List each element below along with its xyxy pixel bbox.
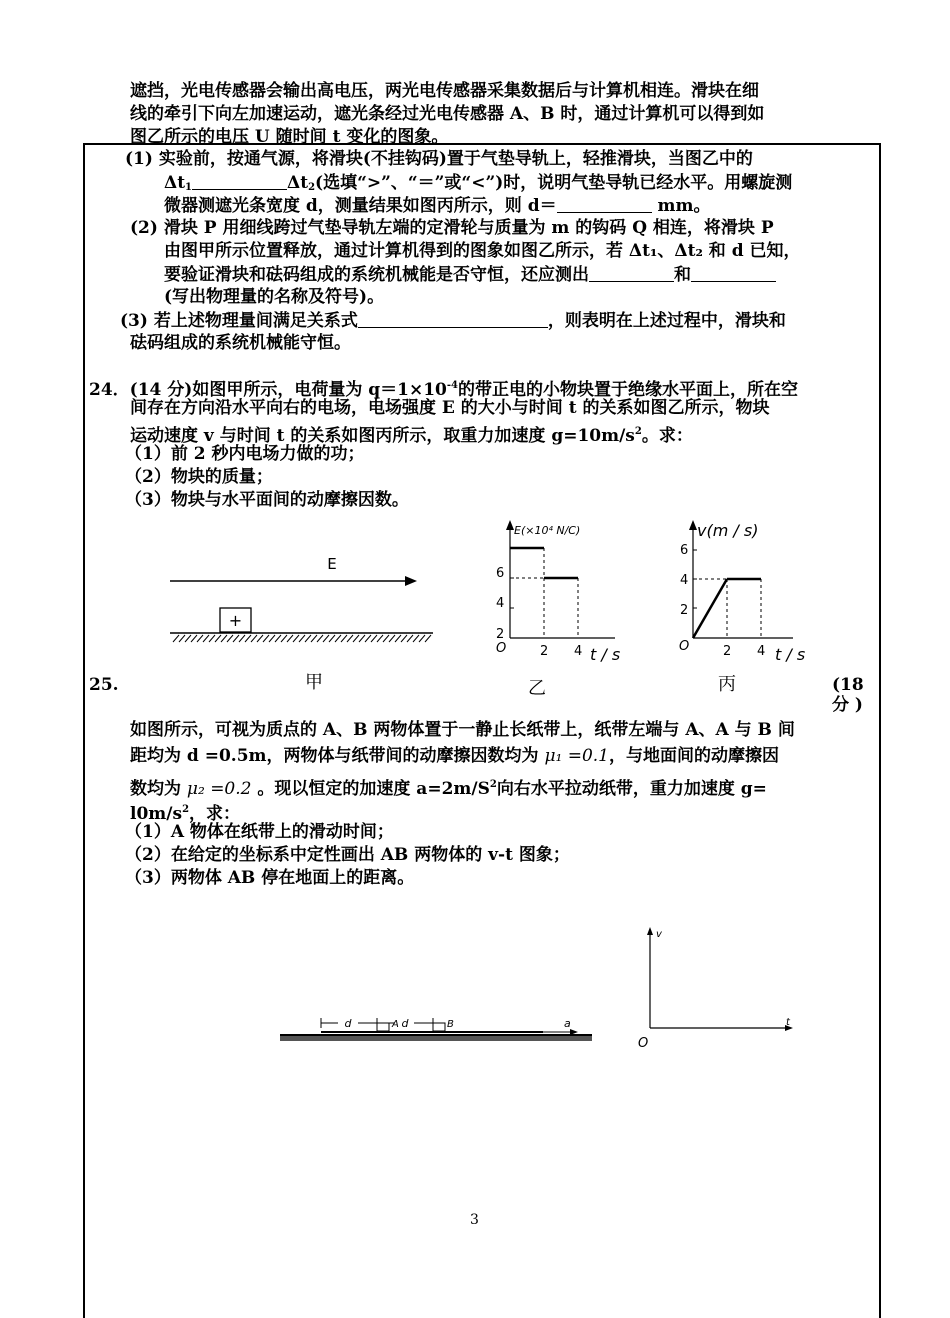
q23-p2-line3: 要验证滑块和砝码组成的系统机械能是否守恒，还应测出 和 [164,263,776,287]
q23-p2-line2: 由图甲所示位置释放，通过计算机得到的图象如图乙所示，若 Δt₁、Δt₂ 和 d 已知， [164,241,801,261]
x-tick-4: 4 [757,644,766,659]
q25-line4: $l0m/s^2$，求： [130,804,241,824]
figure-tape [278,1015,598,1045]
mu1-formula: μ₁ =0.1 [544,746,609,766]
q25-sub1: （1）A 物体在纸带上的滑动时间； [125,822,394,842]
q25-sub3: （3）两物体 AB 停在地面上的距离。 [125,868,415,888]
q24-line2: 间存在方向沿水平向右的电场，电场强度 E 的大小与时间 t 的关系如图乙所示，物块 [130,398,770,418]
q25-score-b: 分 ) [832,695,863,715]
axis-arrow-icon [506,520,514,530]
q24-sub3: （3）物块与水平面间的动摩擦因数。 [125,490,409,510]
answer-blank[interactable] [192,171,287,190]
ground [280,1036,592,1041]
y-tick-6: 6 [496,566,505,581]
caption-bing: 丙 [718,674,736,695]
y-tick-6: 6 [680,543,689,558]
q23-p1-line1: (1) 实验前，按通气源，将滑块(不挂钩码)置于气垫导轨上，轻推滑块，当图乙中的 [125,149,753,169]
svg-text:A: A [392,1019,399,1030]
figure-jia [165,545,440,655]
svg-text:t: t [786,1017,790,1028]
figure-bing-v-t-graph [675,518,820,668]
svg-text:+: + [228,611,243,630]
q24-line1: 24．(14 分)如图甲所示，电荷量为 $q=1\times 10^{-4}$的带正电的小物块置于绝缘水平面上，所在空 [89,380,798,400]
axis-arrow-icon [689,520,697,530]
q25-line1: 如图所示，可视为质点的 A、B 两物体置于一静止长纸带上，纸带左端与 A、A 与 B 间 [130,720,795,740]
figure-yi-e-t-graph [490,518,635,668]
page-number: 3 [470,1212,479,1228]
v-rise-segment [693,579,727,638]
q23-p1-line3: 微器测遮光条宽度 d，测量结果如图丙所示，则 d＝ mm。 [164,196,711,216]
q24-line3: 运动速度 v 与时间 t 的关系如图丙所示，取重力加速度 $g=10m/s^2$。求： [130,426,693,446]
block-b [433,1023,445,1031]
caption-yi: 乙 [528,678,546,699]
svg-text:v: v [656,929,662,940]
mu2-formula: μ₂ =0.2 [186,779,252,799]
x-tick-4: 4 [574,644,583,659]
q25-number: 25. [89,675,119,695]
origin-label: O [679,639,690,654]
svg-text:O: O [638,1036,649,1050]
svg-text:a: a [564,1017,571,1030]
block-a [377,1023,389,1031]
arrow-right-icon [405,576,417,586]
q25-line3: 数均为 μ₂ =0.2 。现以恒定的加速度 $a=2m/S^2$向右水平拉动纸带，重力加速度 g= [130,779,767,799]
field-label: E [327,555,337,573]
x-tick-2: 2 [540,644,549,659]
q25-sub2: （2）在给定的坐标系中定性画出 AB 两物体的 v-t 图象； [125,845,570,865]
answer-blank[interactable] [589,263,674,282]
q23-p2-line1: (2) 滑块 P 用细线跨过气垫导轨左端的定滑轮与质量为 m 的钩码 Q 相连，将滑块 P [130,218,774,238]
y-axis-label: E(×10⁴ N/C) [514,524,581,537]
x-tick-2: 2 [723,644,732,659]
svg-text:d: d [344,1017,352,1030]
q24-sub2: （2）物块的质量； [125,467,273,487]
origin-label: O [496,641,507,656]
caption-jia: 甲 [305,672,323,693]
q23-p2-line4: (写出物理量的名称及符号)。 [164,287,385,307]
x-axis-label: t / s [775,645,806,664]
y-tick-4: 4 [496,596,505,611]
intro-line-1: 遮挡，光电传感器会输出高电压，两光电传感器采集数据后与计算机相连。滑块在细 [130,81,759,101]
y-axis-label: v(m / s) [697,521,759,540]
q23-p3-line1: (3) 若上述物理量间满足关系式 ，则表明在上述过程中，滑块和 [120,311,786,331]
svg-text:d: d [401,1017,409,1030]
axis-arrow-icon [647,927,653,935]
q25-line2: 距均为 d =0.5m，两物体与纸带间的动摩擦因数均为 μ₁ =0.1，与地面间的动摩擦因 [130,746,779,766]
intro-line-2: 线的牵引下向左加速运动，遮光条经过光电传感器 A、B 时，通过计算机可以得到如 [130,104,765,124]
x-axis-label: t / s [590,645,621,664]
y-tick-2: 2 [680,603,689,618]
q23-p1-line2: $\Delta t_1$ $\Delta t_2$(选填“>”、“＝”或“<”)时，说明气垫导轨已经水平。用螺旋测 [164,173,793,193]
y-tick-4: 4 [680,573,689,588]
intro-line-3: 图乙所示的电压 U 随时间 t 变化的图象。 [130,127,449,147]
answer-blank[interactable] [691,263,776,282]
y-tick-2: 2 [496,627,505,642]
q25-score-a: (18 [832,675,864,695]
answer-blank[interactable] [358,309,548,328]
answer-blank[interactable] [557,194,652,213]
q24-sub1: （1）前 2 秒内电场力做的功； [125,444,365,464]
ground-hatch [173,635,431,642]
figure-empty-vt-axes [630,925,800,1050]
svg-text:B: B [447,1019,454,1030]
q23-p3-line2: 砝码组成的系统机械能守恒。 [130,333,351,353]
paper-tape [321,1031,543,1033]
